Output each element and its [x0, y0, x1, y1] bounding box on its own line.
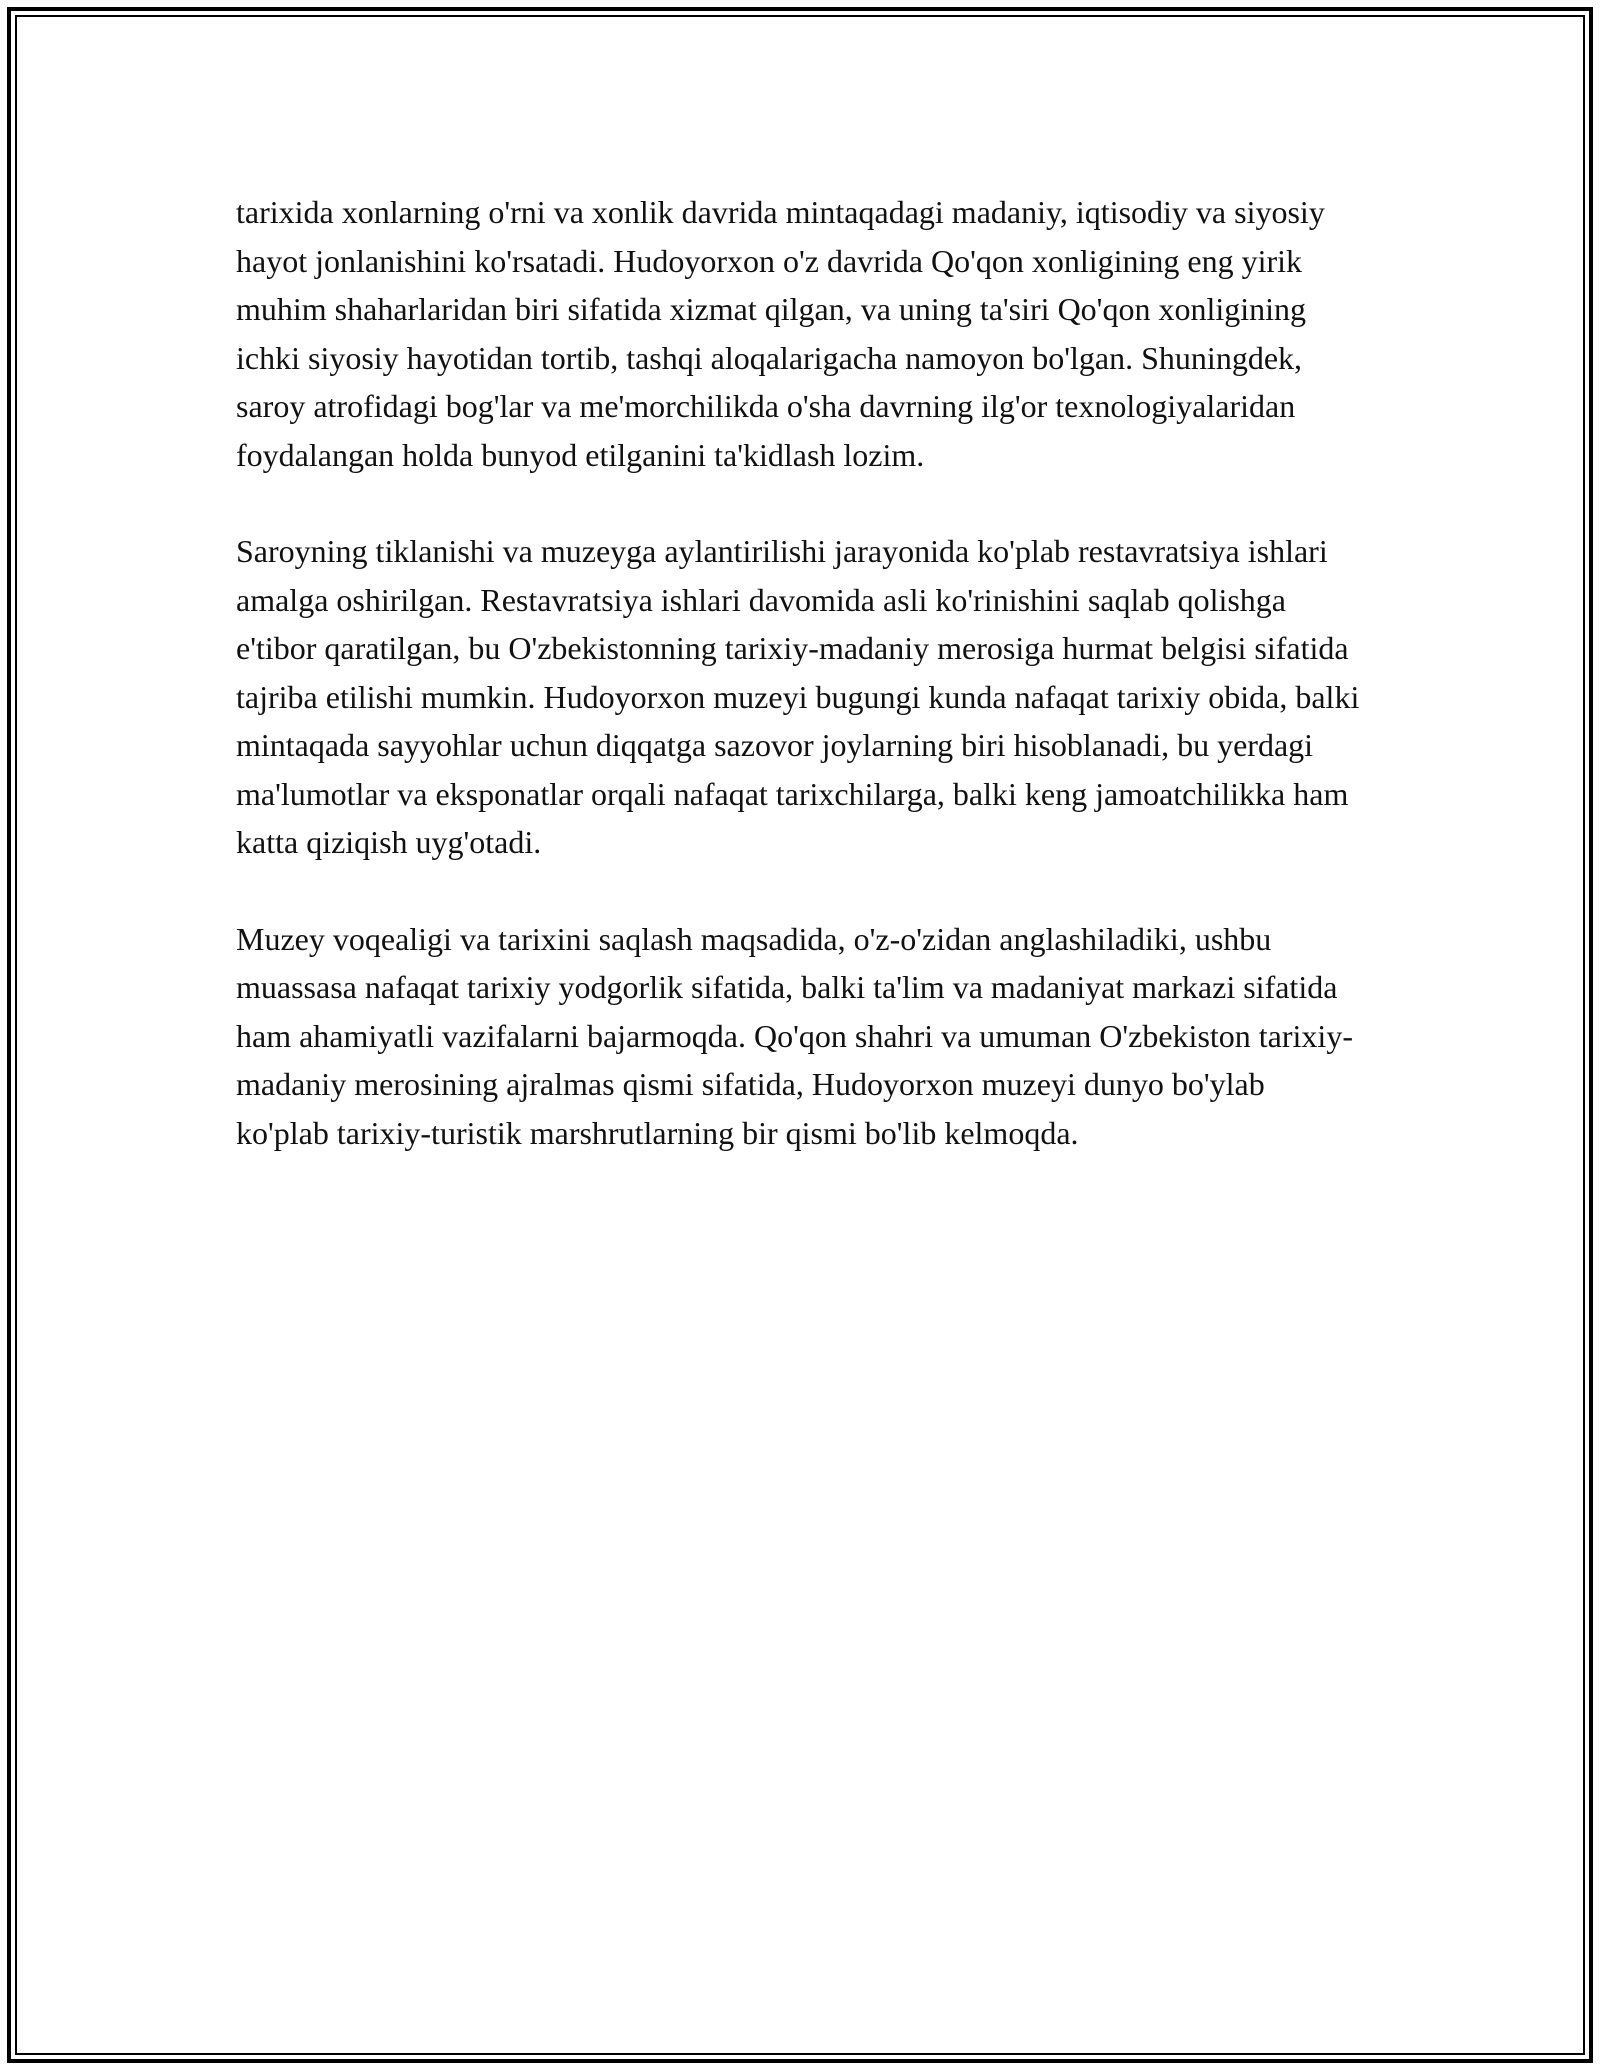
- paragraph-1: tarixida xonlarning o'rni va xonlik davrida mintaqadagi madaniy, iqtisodiy va siyosiy hayot jonlanishini ko'rsatadi. Hudoyorxon o'z davrida Qo'qon xonligining eng yirik muhim shaharlaridan biri sifatida xizmat qilgan, va uning ta'siri Qo'qon xonligining ichki siyosiy hayotidan tortib, tashqi aloqalarigacha namoyon bo'lgan. Shuningdek, saroy atrofidagi bog'lar va me'morchilikda o'sha davrning ilg'or texnologiyalaridan foydalangan holda bunyod etilganini ta'kidlash lozim.: [236, 194, 1325, 473]
- paragraph-2: Saroyning tiklanishi va muzeyga aylantirilishi jarayonida ko'plab restavratsiya ishlari amalga oshirilgan. Restavratsiya ishlari davomida asli ko'rinishini saqlab qolishga e'tibor qaratilgan, bu O'zbekistonning tarixiy-madaniy merosiga hurmat belgisi sifatida tajriba etilishi mumkin. Hudoyorxon muzeyi bugungi kunda nafaqat tarixiy obida, balki mintaqada sayyohlar uchun diqqatga sazovor joylarning biri hisoblanadi, bu yerdagi ma'lumotlar va eksponatlar orqali nafaqat tarixchilarga, balki keng jamoatchilikka ham katta qiziqish uyg'otadi.: [236, 533, 1360, 860]
- paragraph-3: Muzey voqealigi va tarixini saqlash maqsadida, o'z-o'zidan anglashiladiki, ushbu muassasa nafaqat tarixiy yodgorlik sifatida, balki ta'lim va madaniyat markazi sifatida ham ahamiyatli vazifalarni bajarmoqda. Qo'qon shahri va umuman O'zbekiston tarixiy-madaniy merosining ajralmas qismi sifatida, Hudoyorxon muzeyi dunyo bo'ylab ko'plab tarixiy-turistik marshrutlarning bir qismi bo'lib kelmoqda.: [236, 920, 1353, 1151]
- document-body: [236, 188, 1360, 1205]
